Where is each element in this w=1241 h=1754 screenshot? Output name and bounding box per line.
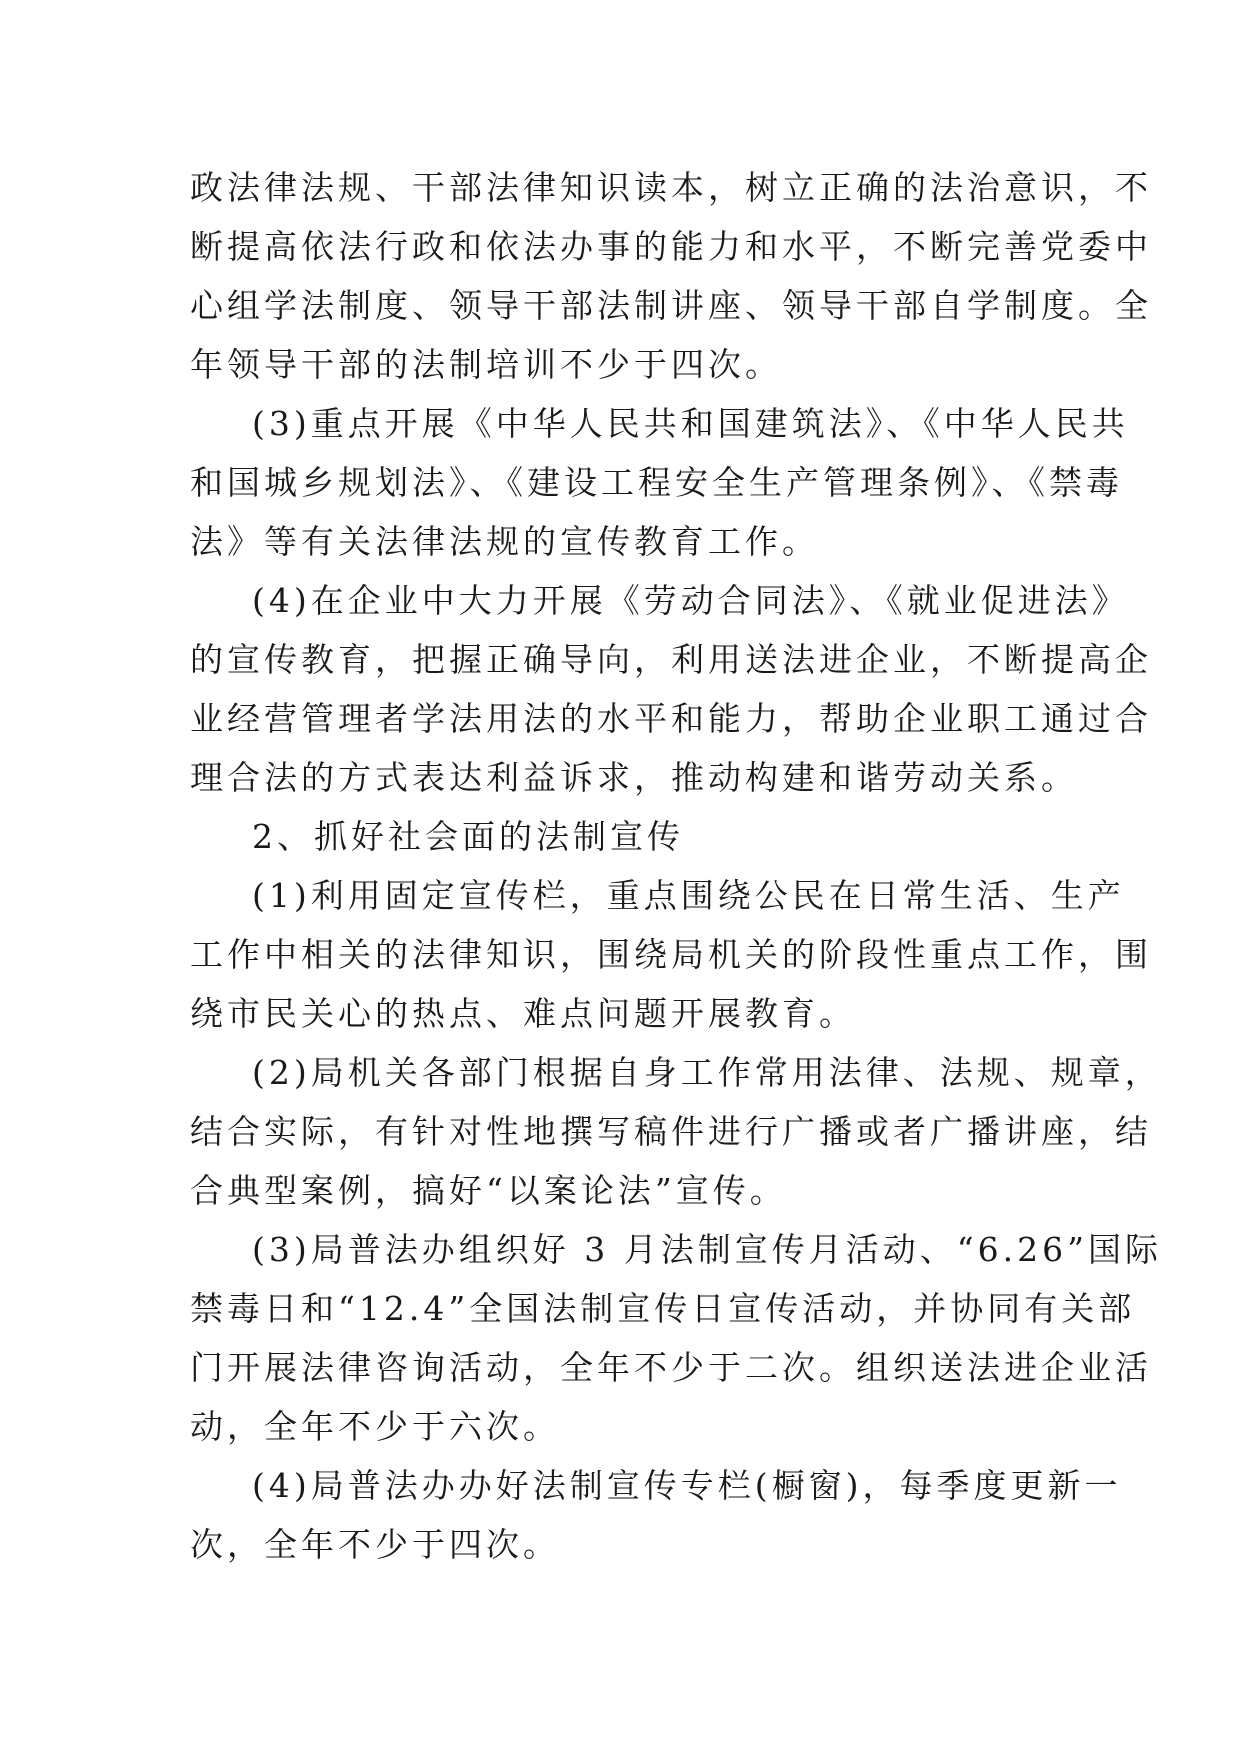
text-line: 断提高依法行政和依法办事的能力和水平，不断完善党委中 [190, 227, 1152, 266]
text-line: 绕市民关心的热点、难点问题开展教育。 [190, 994, 856, 1033]
text-line: 门开展法律咨询活动，全年不少于二次。组织送法进企业活 [190, 1348, 1152, 1387]
text-line: 业经营管理者学法用法的水平和能力，帮助企业职工通过合 [190, 699, 1152, 738]
text-line: (4)局普法办办好法制宣传专栏(橱窗)，每季度更新一 [252, 1466, 1122, 1505]
text-line: 政法律法规、干部法律知识读本，树立正确的法治意识，不 [190, 168, 1152, 207]
text-line: 合典型案例，搞好“以案论法”宣传。 [190, 1171, 787, 1210]
text-line: 2、抓好社会面的法制宣传 [252, 817, 684, 856]
text-line: 理合法的方式表达利益诉求，推动构建和谐劳动关系。 [190, 758, 1078, 797]
text-line: (1)利用固定宣传栏，重点围绕公民在日常生活、生产 [252, 876, 1125, 915]
text-line: (3)重点开展《中华人民共和国建筑法》、《中华人民共 [252, 404, 1129, 443]
text-line: 动，全年不少于六次。 [190, 1407, 560, 1446]
text-line: 年领导干部的法制培训不少于四次。 [190, 345, 782, 384]
text-line: (4)在企业中大力开展《劳动合同法》、《就业促进法》 [252, 581, 1129, 620]
text-line: 禁毒日和“12.4”全国法制宣传日宣传活动，并协同有关部 [190, 1289, 1136, 1328]
text-line: 结合实际，有针对性地撰写稿件进行广播或者广播讲座，结 [190, 1112, 1152, 1151]
text-line: 次，全年不少于四次。 [190, 1525, 560, 1564]
text-line: 和国城乡规划法》、《建设工程安全生产管理条例》、《禁毒 [190, 463, 1123, 502]
document-body [190, 158, 1162, 1574]
text-line: 法》等有关法律法规的宣传教育工作。 [190, 522, 819, 561]
text-line: (3)局普法办组织好 3 月法制宣传月活动、“6.26”国际 [252, 1230, 1162, 1269]
text-line: (2)局机关各部门根据自身工作常用法律、法规、规章， [252, 1053, 1162, 1092]
text-line: 心组学法制度、领导干部法制讲座、领导干部自学制度。全 [190, 286, 1152, 325]
text-line: 的宣传教育，把握正确导向，利用送法进企业，不断提高企 [190, 640, 1152, 679]
text-line: 工作中相关的法律知识，围绕局机关的阶段性重点工作，围 [190, 935, 1152, 974]
